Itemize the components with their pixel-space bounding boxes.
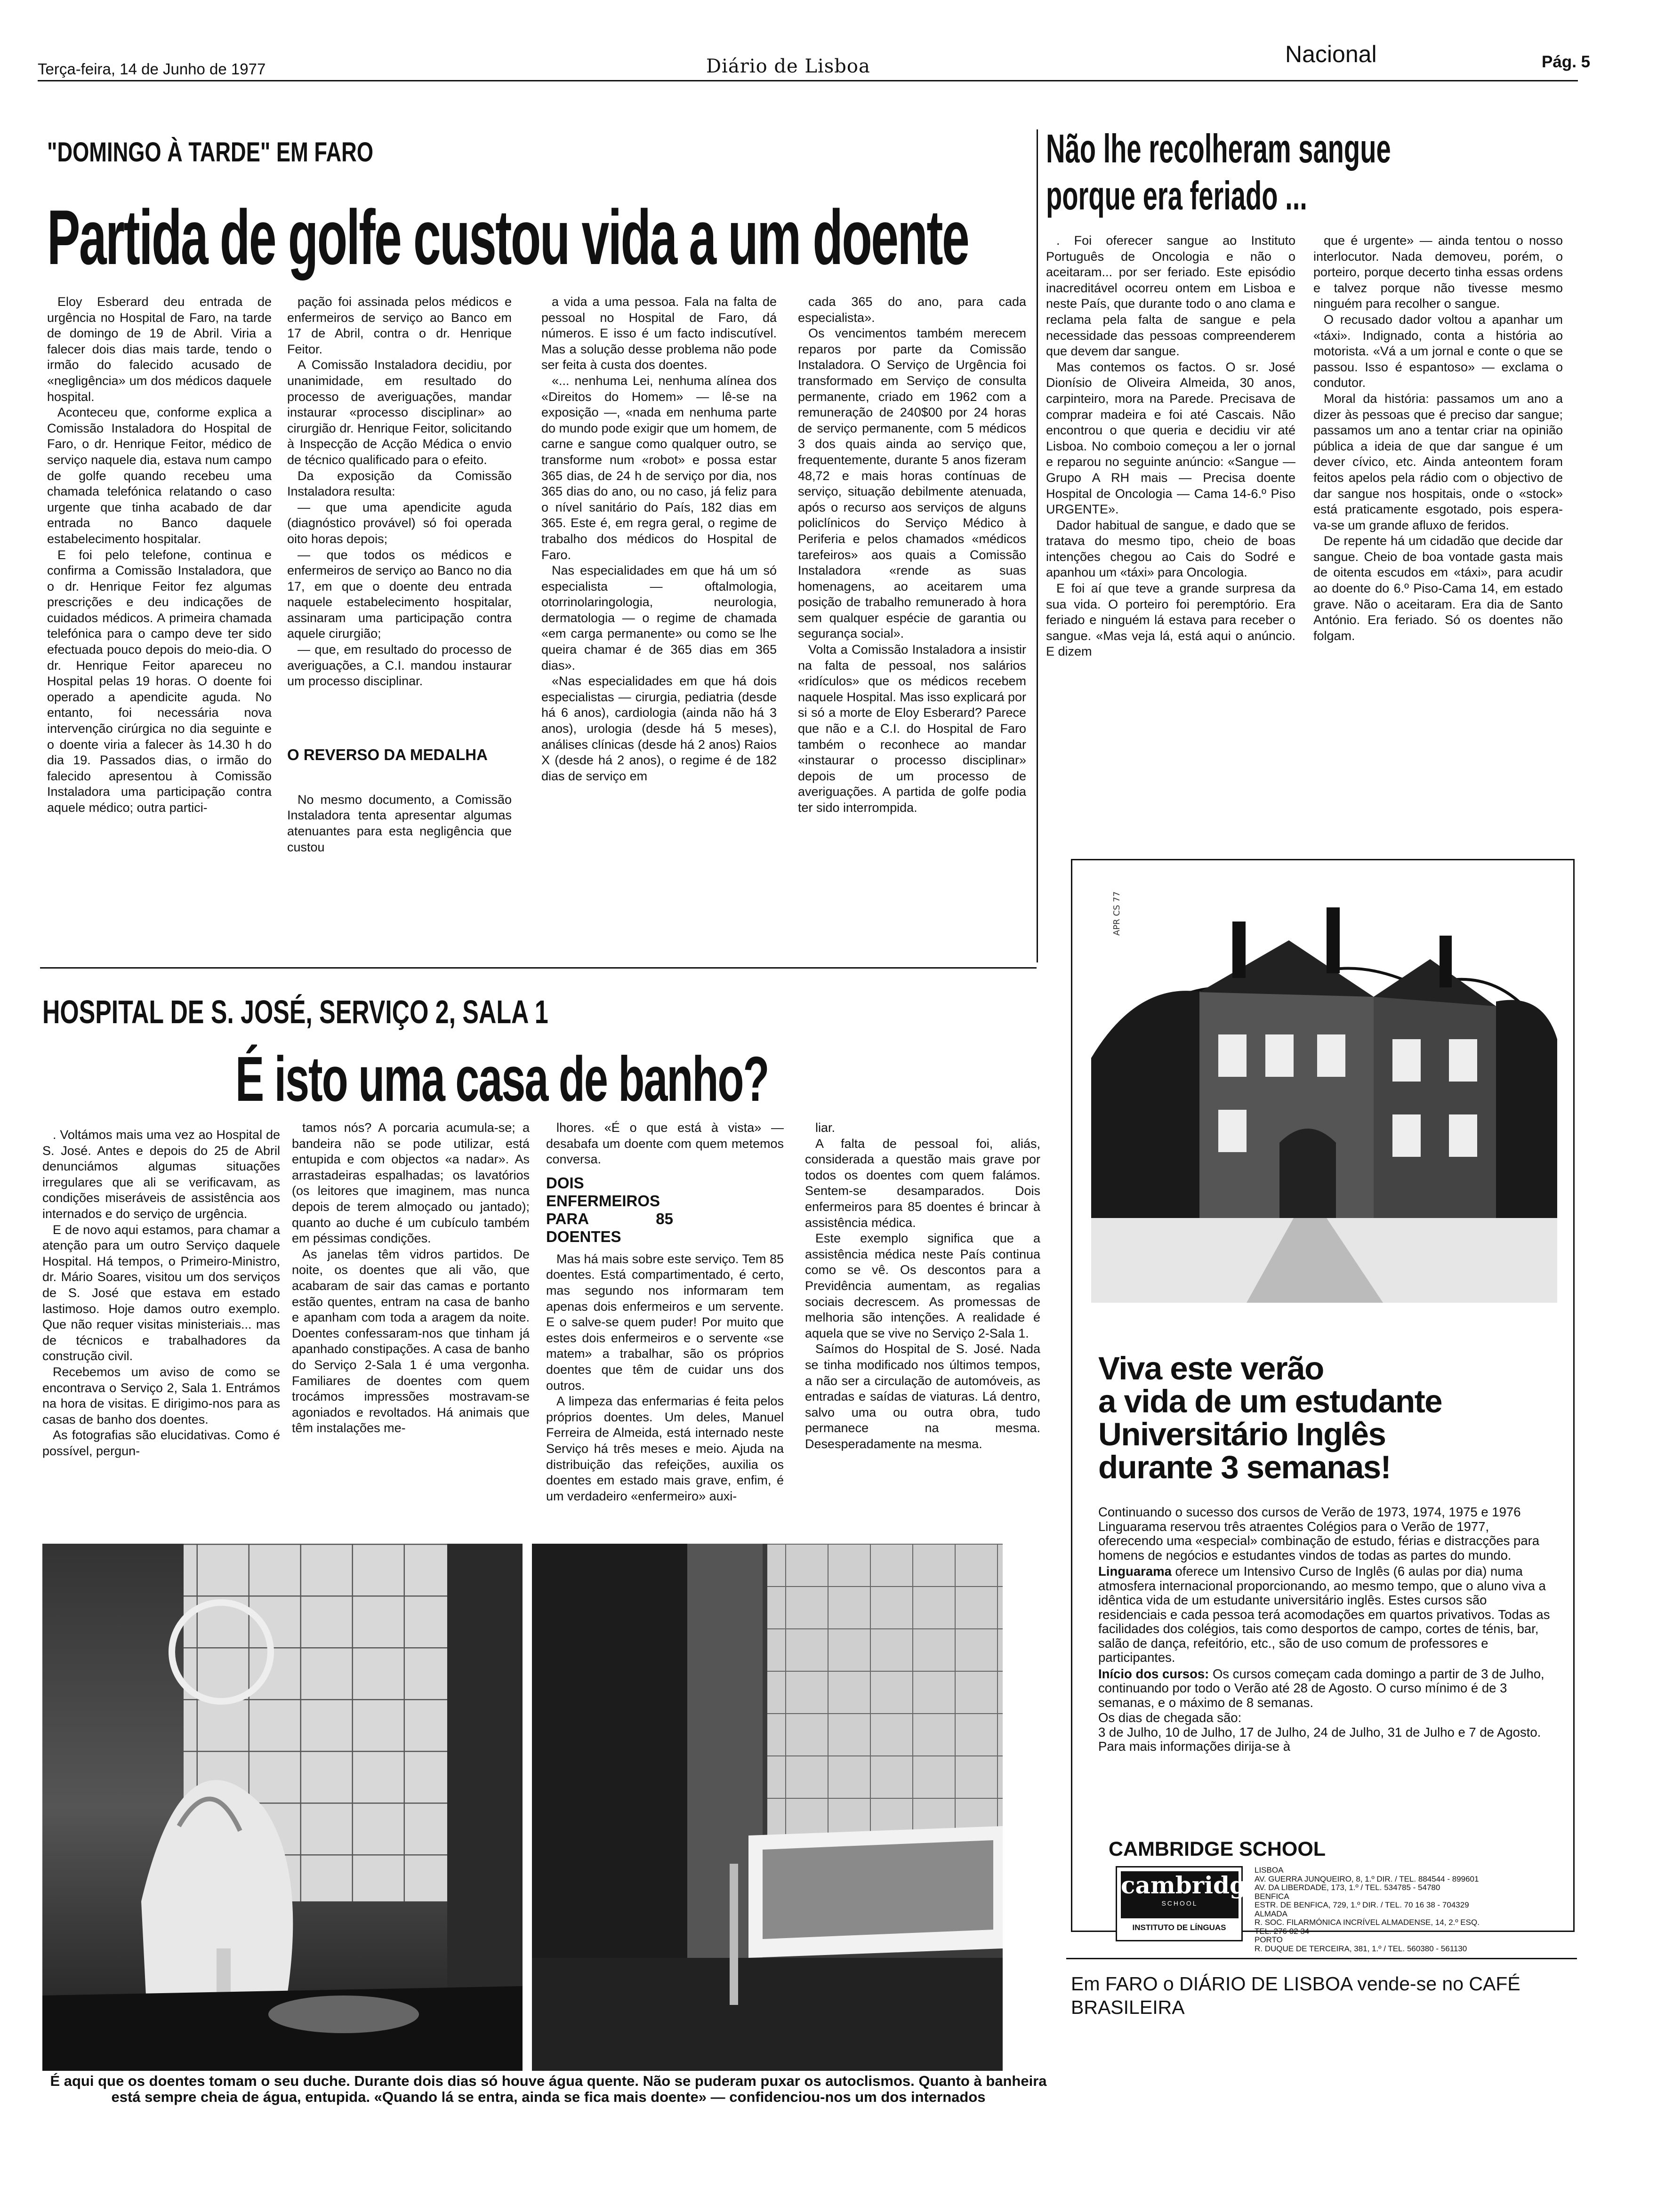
photo-shower xyxy=(42,1544,523,2071)
notice-rule xyxy=(1066,1958,1577,1959)
article1-column-4: cada 365 do ano, para cada especialista». Os vencimentos também merecem reparos por parte da Comissão Instaladora. O Serviço de Urgência foi transformado em Serviço de consulta permanente, criado em 1962 com a remuneração de 240$00 por 24 horas de serviço permanente, com 5 médicos 3 dos quais ainda ao serviço que, frequentemente, durante 5 anos fizeram 48,72 e mais horas contínuas de serviço, situação debilmente atenuada, após o recurso aos serviços de alguns policlínicos do Serviço Médico à Periferia e pelos chamados «médicos tarefeiros» aos quais a Comissão Instaladora «rende as suas homenagens, ao aceitarem uma posição de trabalho remunerado à hora sem qualquer espécie de garantia ou segurança social». Volta a Comissão Instaladora a insistir na falta de pessoal, nos salários «ridículos» que os médicos recebem naquele Hospital. Mas isso explicará por si só a morte de Eloy Esberard? Parece que não e a C.I. do Hospital de Faro também o reconhece ao mandar «instaurar o processo disciplinar» depois de um processo de averiguações. A partida de golfe podia ter sido interrompida. xyxy=(798,295,1026,815)
article3-column-3: lhores. «É o que está à vista» — desabafa um doente com quem metemos conversa. DOIS ENFERMEIROS PARA 85 DOENTES Mas há mais sobre este serviço. Tem 85 doentes. Está compartimentado, é certo, mas segundo nos informaram tem apenas dois enfermeiros e um servente. E o salve-se quem puder! Por muito que estes dois enfermeiros e o servente «se matem» a trabalhar, são os próprios doentes que têm de cuidar uns dos outros. A limpeza das enfermarias é feita pelos próprios doentes. Um deles, Manuel Ferreira de Almeida, está internado neste Serviço há três meses e meio. Ajuda na distribuição das refeições, auxilia os doentes em estado mais grave, enfim, é um verdadeiro «enfermeiro» auxi- xyxy=(546,1121,784,1503)
header-rule xyxy=(38,80,1578,81)
mid-horizontal-rule xyxy=(40,967,1037,969)
article1-column-3: a vida a uma pessoa. Fala na falta de pessoal no Hospital de Faro, dá números. E isso é um facto indiscutível. Mas a solução desse problema não pode ser feita à custa dos doentes. «... nenhuma Lei, nenhuma alínea dos «Direitos do Homem» — lê-se na exposição —, «nada em nenhuma parte do mundo pode exigir que um homem, de carne e sangue como qualquer outro, se transforme num «robot» e possa estar 365 dias, de 24 h de serviço por dia, nos 365 dias do ano, ou no caso, já feliz para o nível sanitário do País, 182 dias em 365. Este é, em regra geral, o regime de trabalho dos médicos do Hospital de Faro. Nas especialidades em que há um só especialista — oftalmologia, otorrinolaringologia, neurologia, dermatologia — o regime de chamada «em carga permanente» ou como se lhe queira chamar é de 365 dias em 365 dias». «Nas especialidades em que há dois especialistas — cirurgia, pediatria (desde há 6 anos), cardiologia (ainda não há 3 anos), urologia (desde há 5 meses), análises clínicas (desde há 2 anos) Raios X (desde há 2 anos), o regime é de 182 dias de serviço em xyxy=(541,295,777,783)
manor-house-illustration xyxy=(1091,879,1557,1303)
photo-bathtub xyxy=(532,1544,1003,2071)
logo-sub: SCHOOL xyxy=(1161,1899,1198,1907)
article2-headline-line1: Não lhe recolheram sangue xyxy=(1046,127,1391,171)
cambridge-school-name: CAMBRIDGE SCHOOL xyxy=(1109,1838,1326,1860)
article3-column-1: . Voltámos mais uma vez ao Hospital de S. José. Antes e depois do 25 de Abril denunciámos algumas situações irregulares que ali se verificavam, as condições miseráveis de assistência aos internados e do serviço de urgência. E de novo aqui estamos, para chamar a atenção para um outro Serviço daquele Hospital. Há tempos, o Primeiro-Ministro, dr. Mário Soares, visitou um dos serviços de S. José que estava em estado lastimoso. Hoje damos outro exemplo. Que não requer visitas ministeriais... mas de técnicos e trabalhadores da construção civil. Recebemos um aviso de como se encontrava o Serviço 2, Sala 1. Entrámos na hora de visitas. E dirigimo-nos para as casas de banho dos doentes. As fotografias são elucidativas. Como é possível, pergun- xyxy=(42,1128,280,1458)
article3-column-2: tamos nós? A porcaria acumula-se; a bandeira não se pode utilizar, está entupida e com objectos «a nadar». As arrastadeiras espalhadas; os lavatórios (os leitores que imaginem, mas nunca depois de terem almoçado ou jantado); quanto ao duche é um cubículo também em péssimas condições. As janelas têm vidros partidos. De noite, os doentes que ali vão, que acabaram de sair das camas e portanto estão quentes, entram na casa de banho e apanham com toda a aragem da noite. Doentes confessaram-nos que tinham já apanhado constipações. A casa de banho do Serviço 2-Sala 1 é uma vergonha. Familiares de doentes com quem trocámos impressões mostravam-se agoniados e revoltados. Há animais que têm instalações me- xyxy=(292,1121,530,1435)
faro-notice: Em FARO o DIÁRIO DE LISBOA vende-se no CAFÉ BRASILEIRA xyxy=(1071,1973,1520,2018)
article1-subheading: O REVERSO DA MEDALHA xyxy=(287,745,488,763)
article3-headline: É isto uma casa de banho? xyxy=(235,1043,769,1114)
article1-column-1: Eloy Esberard deu entrada de urgência no Hospital de Faro, na tarde de domingo de 19 de Abril. Viria a falecer dois dias mais tarde, tendo o irmão do falecido acusado de «negligência» um dos médicos daquele hospital. Aconteceu que, conforme explica a Comissão Instaladora do Hospital de Faro, o dr. Henrique Feitor, médico de serviço naquele dia, estava num campo de golfe quando recebeu uma chamada telefónica relatando o caso urgente que tinha acabado de dar entrada no Banco daquele estabelecimento hospitalar. E foi pelo telefone, continua e confirma a Comissão Instaladora, que o dr. Henrique Feitor fez algumas prescrições e deu indicações de cuidados médicos. A primeira chamada telefónica para o campo deve ter sido efectuada pouco depois do meio-dia. O dr. Henrique Feitor apareceu no Hospital pelas 19 horas. O doente foi operado a apendicite aguda. No entanto, foi necessária nova intervenção cirúrgica no dia seguinte e o doente viria a falecer às 14.30 h do dia 19. Passados dias, o irmão do falecido apresentou à Comissão Instaladora uma participação contra aquele médico; outra partici- xyxy=(47,295,272,815)
masthead: Diário de Lisboa xyxy=(706,56,870,77)
illustration-signature: APR CS 77 xyxy=(1112,891,1122,936)
top-vertical-rule xyxy=(1037,129,1038,962)
article1-column-2: pação foi assinada pelos médicos e enfermeiros de serviço ao Banco em 17 de Abril, contra o dr. Henrique Feitor. A Comissão Instaladora decidiu, por unanimidade, em resultado do processo de averiguações, mandar instaurar «processo disciplinar» ao cirurgião dr. Henrique Feitor, solicitando à Inspecção de Acção Médica o envio de técnico qualificado para o efeito. Da exposição da Comissão Instaladora resulta: — que uma apendicite aguda (diagnóstico provável) só foi operada oito horas depois; — que todos os médicos e enfermeiros de serviço ao Banco no dia 17, em que o doente deu entrada naquele estabelecimento hospitalar, assinaram uma participação contra aquele cirurgião; — que, em resultado do processo de averiguações, a C.I. mandou instaurar um processo disciplinar. O REVERSO DA MEDALHA No mesmo documento, a Comissão Instaladora tenta apresentar algumas atenuantes para esta negligência que custou xyxy=(287,295,512,854)
article1-headline: Partida de golfe custou vida a um doente xyxy=(47,194,969,281)
article2-headline-line2: porque era feriado ... xyxy=(1046,174,1307,218)
photo-caption: É aqui que os doentes tomam o seu duche. Durante dois dias só houve água quente. Não se puderam puxar os autoclismos. Quanto à banheira está sempre cheia de água, entupida. «Quando lá se entra, ainda se fica mais doente» — confidenciou-nos um dos internados xyxy=(50,2073,1047,2105)
page-number: Pág. 5 xyxy=(1542,53,1591,71)
logo-bottom: INSTITUTO DE LÍNGUAS xyxy=(1132,1923,1226,1932)
article3-kicker: HOSPITAL DE S. JOSÉ, SERVIÇO 2, SALA 1 xyxy=(42,994,548,1030)
ad-headline: Viva este verão a vida de um estudante Universitário Inglês durante 3 semanas! xyxy=(1098,1350,1442,1485)
cambridge-logo xyxy=(1116,1866,1261,1941)
school-addresses: LISBOA AV. GUERRA JUNQUEIRO, 8, 1.º DIR. / TEL. 884544 - 899601 AV. DA LIBERDADE, 173, 1.º / TEL. 534785 - 54780 BENFICA ESTR. DE BENFICA, 729, 1.º DIR. / TEL. 70 16 38 - 704329 ALMADA R. SOC. FILARMÓNICA INCRÍVEL ALMADENSE, 14, 2.º ESQ. TEL. 276 02 34 PORTO R. DUQUE DE TERCEIRA, 381, 1.º / TEL. 560380 - 561130 xyxy=(1255,1866,1480,1953)
date-line: Terça-feira, 14 de Junho de 1977 xyxy=(38,60,266,78)
logo-inner xyxy=(1121,1871,1261,1918)
logo-name: cambridge xyxy=(1121,1871,1261,1899)
section-name: Nacional xyxy=(1285,41,1377,67)
ad-body: Continuando o sucesso dos cursos de Verão de 1973, 1974, 1975 e 1976 Linguarama reservou três atraentes Colégios para o Verão de 1977, oferecendo uma «especial» combinação de estudo, férias e distracções para homens de negócios e estudantes vindos de todas as partes do mundo. Linguarama oferece um Intensivo Curso de Inglês (6 aulas por dia) numa atmosfera internacional proporcionando, ao mesmo tempo, que o aluno viva a idêntica vida de um estudante universitário inglês. Estes cursos são residenciais e cada pessoa terá acomodações em quartos privativos. Todas as facilidades dos colégios, tais como desportos de campo, cortes de ténis, bar, salão de dança, refeitório, etc., são de uso comum de professores e participantes. Início dos cursos: Os cursos começam cada domingo a partir de 3 de Julho, continuando por todo o Verão até 28 de Agosto. O curso mínimo é de 3 semanas, e o máximo de 8 semanas. Os dias de chegada são: 3 de Julho, 10 de Julho, 17 de Julho, 24 de Julho, 31 de Julho e 7 de Agosto. Para mais informações dirija-se à xyxy=(1098,1505,1550,1754)
linguarama-ad xyxy=(1071,859,1575,1932)
article2-column-1: . Foi oferecer sangue ao Instituto Português de Oncologia e não o aceitaram... por ser feriado. Este episódio inacreditável ocorreu ontem em Lisboa e neste País, que durante todo o ano clama e reclama pela falta de sangue e pela necessidade das pessoas compreenderem que devem dar sangue. Mas contemos os factos. O sr. José Dionísio de Oliveira Almeida, 30 anos, carpinteiro, mora na Parede. Precisava de comprar madeira e foi até Cascais. Não encontrou o que queria e decidiu vir até Lisboa. No comboio começou a ler o jornal e reparou no seguinte anúncio: «Sangue — Grupo A RH mais — Precisa doente Hospital de Oncologia — Cama 14-6.º Piso URGENTE». Dador habitual de sangue, e dado que se tratava do mesmo tipo, cheio de boas intenções chegou ao Cais do Sodré e apanhou um «táxi» para Oncologia. E foi aí que teve a grande surpresa da sua vida. O porteiro foi peremptório. Era feriado e ninguém lá estava para receber o sangue. «Mas veja lá, está aqui o anúncio. E dizem xyxy=(1046,233,1295,659)
article2-column-2: que é urgente» — ainda tentou o nosso interlocutor. Nada demoveu, porém, o porteiro, porque decerto tinha essas ordens e talvez porque não tivesse mesmo ninguém para recolher o sangue. O recusado dador voltou a apanhar um «táxi». Indignado, conta a história ao motorista. «Vá a um jornal e conte o que se passou. Isso é espantoso» — exclama o condutor. Moral da história: passamos um ano a dizer às pessoas que é preciso dar sangue; passamos um ano a tentar criar na opinião pública a ideia de que dar sangue é um dever cívico, etc. Ainda anteontem foram feitos apelos pela rádio com o objectivo de dar sangue nos hospitais, onde o «stock» está praticamente esgotado, pois espera-va-se um grande afluxo de feridos. De repente há um cidadão que decide dar sangue. Cheio de boa vontade gasta mais de oitenta escudos em «táxi», para acudir ao doente do 6.º Piso-Cama 14, em estado grave. Não o aceitaram. Era dia de Santo António. Era feriado. Só os doentes não folgam. xyxy=(1313,233,1563,643)
article3-column-4: liar. A falta de pessoal foi, aliás, considerada a questão mais grave por todos os doentes com quem falámos. Sentem-se desamparados. Dois enfermeiros para 85 doentes é brincar à assistência médica. Este exemplo significa que a assistência médica neste País continua como se vê. Os descontos para a Previdência aumentam, as regalias sociais decrescem. As promessas de melhoria são intenções. A realidade é aquela que se vive no Serviço 2-Sala 1. Saímos do Hospital de S. José. Nada se tinha modificado nos últimos tempos, a não ser a circulação de automóveis, as entradas e saídas de viaturas. Lá dentro, salvo uma ou outra obra, tudo permanece na mesma. Desesperadamente na mesma. xyxy=(805,1121,1040,1451)
article3-subheading: DOIS ENFERMEIROS PARA 85 DOENTES xyxy=(546,1174,673,1245)
article1-kicker: "DOMINGO À TARDE" EM FARO xyxy=(47,137,374,168)
